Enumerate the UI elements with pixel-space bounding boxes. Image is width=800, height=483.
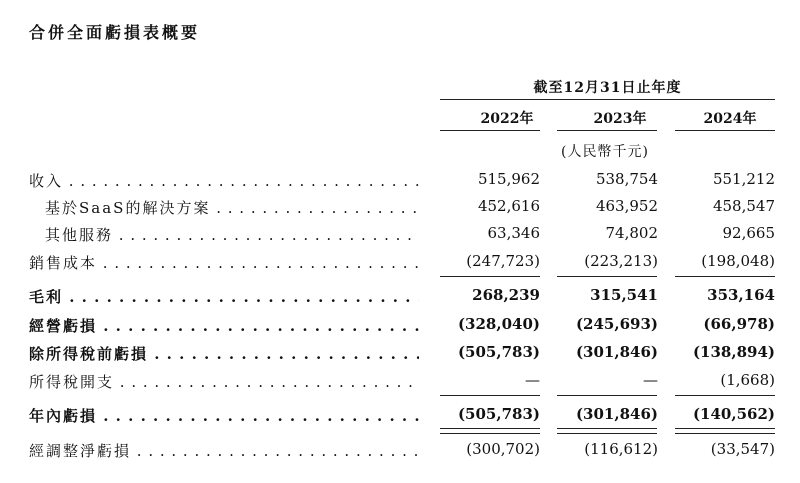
table-row [0, 343, 800, 367]
subtotal-line-2024 [675, 276, 775, 277]
year-underline-2023 [557, 130, 657, 131]
row-label: 銷售成本 . . . [29, 252, 419, 273]
unit-label: (人民幣千元) [561, 144, 649, 160]
value-2024: (140,562) [692, 405, 775, 423]
value-2024: (138,894) [692, 343, 775, 361]
value-2022: (505,783) [457, 343, 540, 361]
total-double-line-2022 [440, 428, 540, 434]
subtotal-line-2022 [440, 395, 540, 396]
value-2023: (301,846) [575, 405, 658, 423]
table-row [0, 286, 800, 310]
table-row [0, 315, 800, 339]
table-row [0, 197, 800, 221]
value-2023: (245,693) [575, 315, 658, 333]
row-label: 基於SaaS的解決方案 . . . [45, 197, 419, 218]
table-row [0, 371, 800, 395]
table-row [0, 224, 800, 248]
period-underline [440, 99, 775, 100]
year-underline-2022 [440, 130, 540, 131]
value-2024: (33,547) [710, 440, 775, 458]
value-2023: (116,612) [584, 440, 658, 458]
row-label: 其他服務 . . . [45, 224, 419, 245]
year-underline-2024 [675, 130, 775, 131]
subtotal-line-2022 [440, 276, 540, 277]
value-2022: (328,040) [457, 315, 540, 333]
value-2024: 551,212 [712, 170, 775, 188]
value-2024: 458,547 [712, 197, 775, 215]
row-label: 除所得稅前虧損 . . . [29, 343, 419, 364]
period-header: 截至12月31日止年度 [533, 80, 682, 96]
value-2022: 515,962 [477, 170, 540, 188]
table-row [0, 252, 800, 276]
value-2024: 92,665 [722, 224, 775, 242]
value-2023: — [643, 371, 658, 389]
row-label: 所得稅開支 . . . [29, 371, 419, 392]
row-label: 經調整淨虧損 . . . [29, 440, 419, 461]
value-2024: (66,978) [703, 315, 775, 333]
table-row [0, 170, 800, 194]
value-2023: 74,802 [605, 224, 658, 242]
row-label: 經營虧損 . . . [29, 315, 419, 336]
value-2023: 538,754 [595, 170, 658, 188]
total-double-line-2023 [557, 428, 657, 434]
table-row [0, 405, 800, 429]
value-2022: (300,702) [466, 440, 540, 458]
row-label: 收入 . . . [29, 170, 419, 191]
value-2022: — [525, 371, 540, 389]
value-2023: (301,846) [575, 343, 658, 361]
value-2024: 353,164 [707, 286, 775, 304]
row-label: 年內虧損 . . . [29, 405, 419, 426]
row-label: 毛利 . . . [29, 286, 419, 307]
value-2022: 63,346 [487, 224, 540, 242]
year-2024: 2024年 [703, 111, 757, 127]
value-2023: (223,213) [584, 252, 658, 270]
subtotal-line-2023 [557, 395, 657, 396]
value-2023: 463,952 [595, 197, 658, 215]
value-2022: 268,239 [472, 286, 540, 304]
value-2024: (1,668) [720, 371, 775, 389]
value-2022: (247,723) [466, 252, 540, 270]
year-2023: 2023年 [593, 111, 647, 127]
table-row [0, 440, 800, 464]
page-title: 合併全面虧損表概要 [29, 23, 201, 42]
value-2022: (505,783) [457, 405, 540, 423]
value-2022: 452,616 [477, 197, 540, 215]
subtotal-line-2024 [675, 395, 775, 396]
total-double-line-2024 [675, 428, 775, 434]
subtotal-line-2023 [557, 276, 657, 277]
value-2024: (198,048) [701, 252, 775, 270]
year-2022: 2022年 [480, 111, 534, 127]
value-2023: 315,541 [590, 286, 658, 304]
